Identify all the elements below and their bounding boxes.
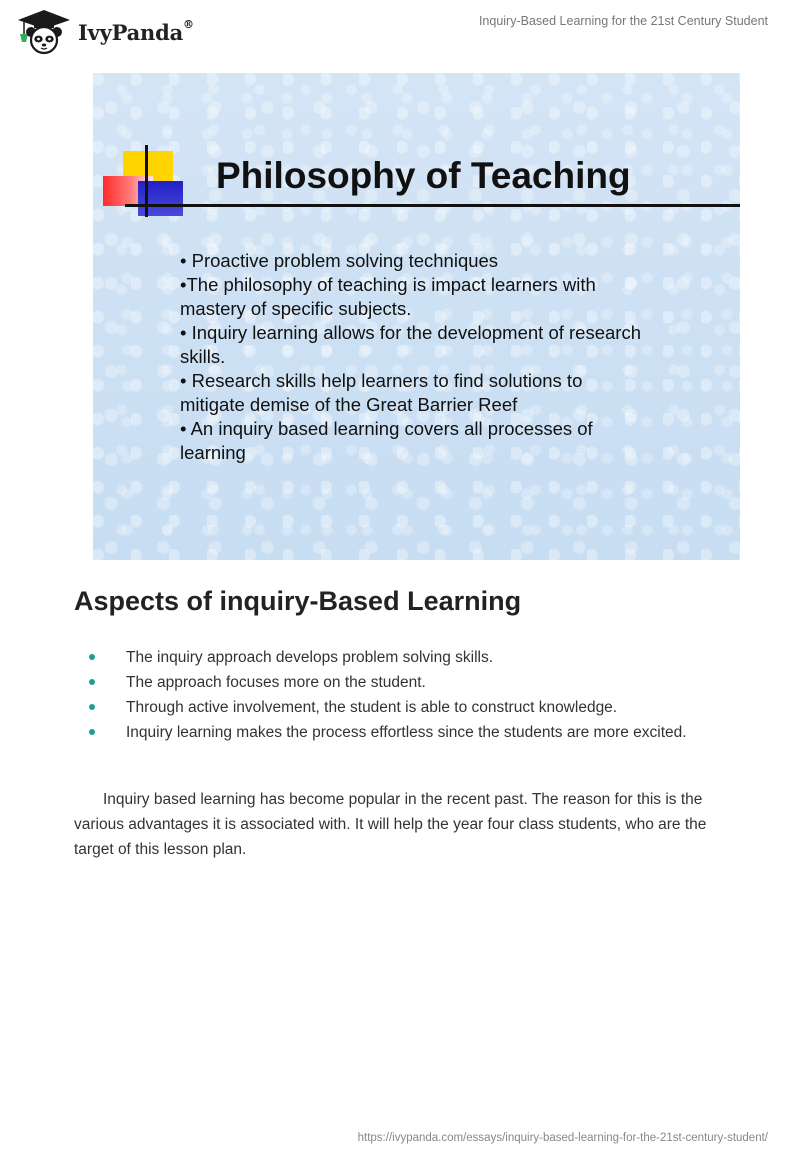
list-item-text: The approach focuses more on the student. — [126, 674, 426, 691]
slide-bullet: • Research skills help learners to find solutions to mitigate demise of the Great Barrier Reef — [180, 370, 583, 415]
aspects-list — [74, 645, 714, 745]
section-heading: Aspects of inquiry-Based Learning — [74, 586, 522, 616]
list-item — [74, 695, 714, 720]
list-item — [74, 720, 714, 745]
slide-bullet-list — [180, 249, 650, 465]
list-item — [74, 645, 714, 670]
bullet-dot-icon — [89, 704, 95, 710]
list-item-text: Inquiry learning makes the process effortless since the students are more excited. — [126, 724, 687, 741]
list-item-text: Through active involvement, the student is able to construct knowledge. — [126, 699, 618, 716]
slide-bullet: • Proactive problem solving techniques — [180, 250, 499, 271]
document-title: Inquiry-Based Learning for the 21st Century Student — [478, 14, 768, 28]
panda-graduate-icon — [14, 8, 74, 56]
registered-mark: ® — [183, 17, 194, 31]
slide-bullet: •The philosophy of teaching is impact learners with mastery of specific subjects. — [180, 274, 596, 319]
slide-image — [93, 73, 740, 560]
brand-name-text: IvyPanda — [78, 19, 184, 45]
bullet-dot-icon — [89, 679, 95, 685]
body-paragraph: Inquiry based learning has become popular in the recent past. The reason for this is the various advantages it is associated with. It will help the year four class students, who are the target of this lesson plan. — [74, 791, 707, 858]
list-item-text: The inquiry approach develops problem solving skills. — [126, 649, 494, 666]
bullet-dot-icon — [89, 729, 95, 735]
decor-horizontal-line — [125, 204, 740, 207]
site-logo[interactable] — [14, 8, 194, 56]
list-item — [74, 670, 714, 695]
slide-bullet: • An inquiry based learning covers all processes of learning — [180, 418, 593, 463]
slide-title: Philosophy of Teaching — [216, 155, 631, 196]
bullet-dot-icon — [89, 654, 95, 660]
source-url-link[interactable]: https://ivypanda.com/essays/inquiry-based-learning-for-the-21st-century-student/ — [357, 1132, 768, 1144]
slide-bullet: • Inquiry learning allows for the development of research skills. — [180, 322, 642, 367]
brand-name — [78, 17, 194, 45]
